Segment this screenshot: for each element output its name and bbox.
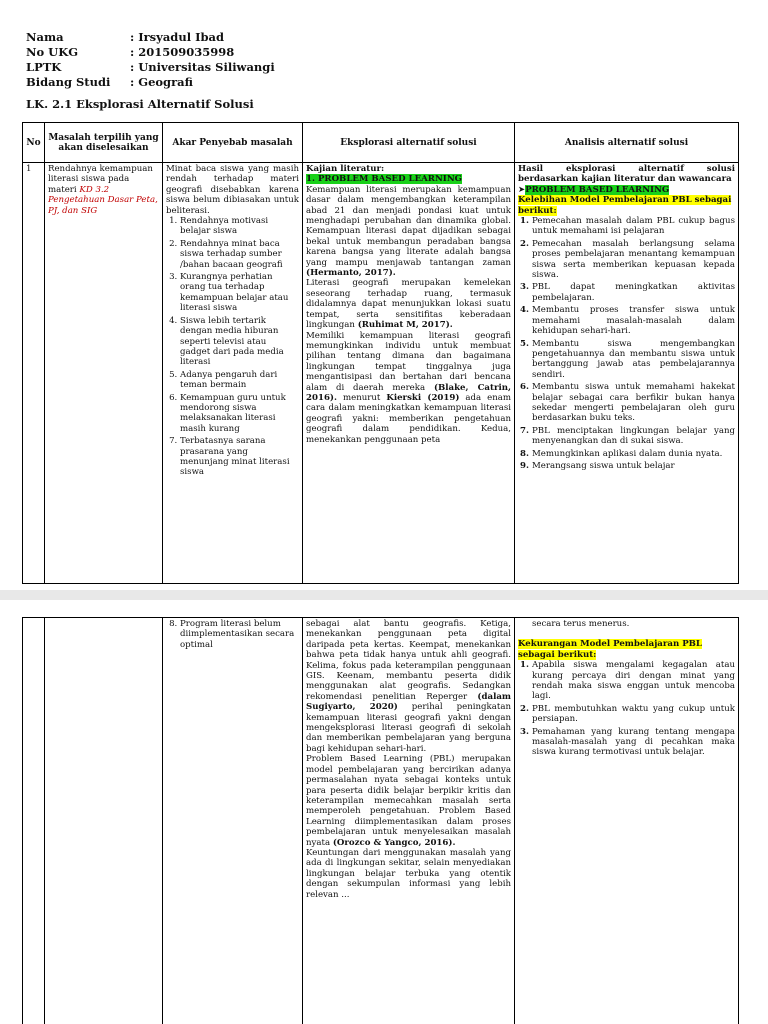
kekurangan-list: [518, 660, 735, 758]
paragraph-text: perihal peningkatan kemampuan literasi geografi yakni dengan mengeksplorasi literasi geografi di sekolah dan memberikan pembelajaran yang berguna bagi kehidupan sehari-hari.: [306, 702, 511, 754]
cell-analisis: [515, 618, 739, 1024]
identity-block: [26, 30, 275, 90]
list-item: 9. Merangsang siswa untuk belajar: [532, 461, 735, 471]
list-item: 8. Program literasi belum diimplementasikan secara optimal: [180, 619, 299, 650]
paragraph: [306, 619, 511, 754]
cell-akar: [163, 618, 303, 1024]
citation: (Hermanto, 2017).: [306, 268, 396, 279]
field-label: LPTK: [26, 60, 62, 74]
analisis-intro: Hasil eksplorasi alternatif solusi berdasarkan kajian literatur dan wawancara: [518, 164, 735, 185]
masalah-kd: KD 3.2 Pengetahuan Dasar Peta, PJ, dan SIG: [48, 184, 158, 216]
table-header-row: [23, 123, 739, 163]
cell-akar: [163, 163, 303, 584]
paragraph-text: Literasi geografi merupakan kemelekan seseorang terhadap ruang, termasuk didalamnya dapat menunjukkan lokasi suatu tempat, serta sensitifitas keberadaan lingkungan: [306, 278, 511, 331]
kekurangan-heading: Kekurangan Model Pembelajaran PBL sebagai berikut:: [518, 639, 702, 660]
citation: (Orozco & Yangco, 2016).: [332, 837, 456, 848]
solution-table: [22, 122, 739, 584]
field-label: No UKG: [26, 45, 79, 59]
kelebihan-list: [518, 216, 735, 471]
list-item: 7. PBL menciptakan lingkungan belajar yang menyenangkan dan di sukai siswa.: [532, 426, 735, 447]
akar-intro: Minat baca siswa yang masih rendah terhadap materi geografi disebabkan karena siswa belum dibiasakan untuk beliterasi.: [166, 164, 299, 216]
list-item: 5. Membantu siswa mengembangkan pengetahuannya dan membantu siswa untuk bertanggung jawab atas pembelajarannya sendiri.: [532, 339, 735, 381]
paragraph: [306, 185, 511, 279]
header-analisis: Analisis alternatif solusi: [515, 123, 739, 163]
table-row: [23, 618, 739, 1024]
paragraph: [306, 278, 511, 330]
worksheet-title: LK. 2.1 Eksplorasi Alternatif Solusi: [26, 97, 254, 111]
masalah-text: Rendahnya kemampuan literasi siswa pada materi: [48, 164, 153, 195]
identity-row-nama: [26, 30, 275, 45]
list-item: 2. PBL membutuhkan waktu yang cukup untuk persiapan.: [532, 704, 735, 725]
list-item: 6. Kemampuan guru untuk mendorong siswa melaksanakan literasi masih kurang: [180, 393, 299, 435]
field-value: : 201509035998: [130, 45, 235, 59]
header-masalah: Masalah terpilih yang akan diselesaikan: [45, 123, 163, 163]
list-item: 2. Pemecahan masalah berlangsung selama proses pembelajaran menantang kemampuan siswa serta memberikan kepuasan kepada siswa.: [532, 239, 735, 281]
paragraph: [306, 331, 511, 445]
list-item: 1. Apabila siswa mengalami kegagalan atau kurang percaya diri dengan minat yang rendah maka siswa enggan untuk mencoba lagi.: [532, 660, 735, 702]
list-item: 3. Kurangnya perhatian orang tua terhadap kemampuan belajar atau literasi siswa: [180, 272, 299, 314]
field-value: : Geografi: [130, 75, 193, 89]
list-item: 4. Siswa lebih tertarik dengan media hiburan seperti televisi atau gadget dari pada media literasi: [180, 316, 299, 368]
paragraph-text: Problem Based Learning (PBL) merupakan model pembelajaran yang bercirikan adanya permasalahan nyata sebagai konteks untuk para peserta didik belajar berpikir kritis dan keterampilan memecahkan masalah serta memperoleh pengetahuan. Problem Based Learning diimplementasikan dalam proses pembelajaran untuk menyelesaikan masalah nyata: [306, 754, 511, 848]
paragraph-text: Kemampuan literasi merupakan kemampuan dasar dalam mengembangkan keterampilan abad 21 dan menjadi pondasi kuat untuk menghadapi perubahan dan dinamika global. Kemampuan literasi dapat dijadikan sebagai bekal untuk membangun peradaban bangsa karena bangsa yang literate adalah bangsa yang mampu menjawab tantangan zaman: [306, 184, 511, 268]
header-eksplorasi: Eksplorasi alternatif solusi: [303, 123, 515, 163]
pbl-heading: 1. PROBLEM BASED LEARNING: [306, 174, 463, 185]
list-item: 6. Membantu siswa untuk memahami hakekat belajar sebagai cara berfikir bukan hanya sekedar mengerti pembelajaran oleh guru berdasarkan buku teks.: [532, 382, 735, 424]
analisis-pbl-heading: PROBLEM BASED LEARNING: [525, 184, 670, 195]
akar-list: [166, 216, 299, 478]
paragraph-text: Memiliki kemampuan literasi geografi memungkinkan individu untuk membuat pilihan tentang dimana dan bagaimana lingkungan tempat tinggalnya juga mengantisipasi dan bertahan dari bencana alam di daerah mereka: [306, 330, 511, 393]
header-no: No: [23, 123, 45, 163]
field-label: Bidang Studi: [26, 75, 111, 89]
list-item: 4. Membantu proses transfer siswa untuk memahami masalah-masalah dalam kehidupan sehari-hari.: [532, 305, 735, 336]
field-value: : Irsyadul Ibad: [130, 30, 224, 44]
paragraph: Keuntungan dari menggunakan masalah yang ada di lingkungan sekitar, selain menyediakan lingkungan belajar terbuka yang otentik dengan sekumpulan informasi yang lebih relevan ...: [306, 847, 511, 900]
list-item: 1. Rendahnya motivasi belajar siswa: [180, 216, 299, 237]
paragraph-text: ada enam cara dalam meningkatkan kemampuan literasi geografi yakni: memberikan pengetahuan geografi dalam pendidikan. Kedua, menekankan penggunaan peta: [306, 392, 511, 445]
cell-masalah: [45, 618, 163, 1024]
field-label: Nama: [26, 30, 64, 44]
document-page-2: [0, 600, 768, 1024]
list-item: 7. Terbatasnya sarana prasarana yang menunjang minat literasi siswa: [180, 436, 299, 478]
paragraph: [306, 754, 511, 848]
cell-no: 1: [23, 163, 45, 584]
citation: (Ruhimat M, 2017).: [357, 320, 453, 331]
paragraph-text: menurut: [342, 392, 381, 403]
table-row: [23, 163, 739, 584]
identity-row-ukg: [26, 45, 275, 60]
identity-row-lptk: [26, 60, 275, 75]
cell-no: [23, 618, 45, 1024]
akar-list: [166, 619, 299, 650]
cell-eksplorasi: [303, 163, 515, 584]
citation: (Blake, Catrin, 2016).: [306, 382, 511, 403]
citation: Kierski (2019): [386, 392, 460, 403]
header-akar: Akar Penyebab masalah: [163, 123, 303, 163]
kelebihan-heading: Kelebihan Model Pembelajaran PBL sebagai berikut:: [518, 195, 732, 216]
list-item: 2. Rendahnya minat baca siswa terhadap sumber /bahan bacaan geografi: [180, 239, 299, 270]
list-item: 1. Pemecahan masalah dalam PBL cukup bagus untuk memahami isi pelajaran: [532, 216, 735, 237]
field-value: : Universitas Siliwangi: [130, 60, 275, 74]
list-item: 3. PBL dapat meningkatkan aktivitas pembelajaran.: [532, 282, 735, 303]
list-item: 5. Adanya pengaruh dari teman bermain: [180, 370, 299, 391]
cell-masalah: [45, 163, 163, 584]
identity-row-bidang: [26, 75, 275, 90]
solution-table-continued: [22, 617, 739, 1024]
analisis-continued: secara terus menerus.: [532, 619, 630, 629]
paragraph-text: sebagai alat bantu geografis. Ketiga, menekankan penggunaan peta digital daripada peta kertas. Keempat, menekankan bahwa peta tidak hanya untuk ahli geografi. Kelima, fokus pada keterampilan penggunaan GIS. Keenam, membantu peserta didik menggunakan alat geografis. Sedangkan rekomendasi penelitian Reperger: [306, 619, 511, 702]
cell-eksplorasi: [303, 618, 515, 1024]
list-item: 8. Memungkinkan aplikasi dalam dunia nyata.: [532, 449, 735, 459]
list-item: 3. Pemahaman yang kurang tentang mengapa masalah-masalah yang di pecahkan maka siswa kurang termotivasi untuk belajar.: [532, 727, 735, 758]
kajian-label: Kajian literatur:: [306, 164, 385, 174]
citation: (dalam Sugiyarto, 2020): [306, 691, 511, 713]
cell-analisis: Hasil eksplorasi alternatif solusi berdasarkan kajian literatur dan wawancara ➤PROBLEM BASED LEARNING Kelebihan Model Pembelajaran PBL sebagai berikut: 1. Pemecahan masalah dalam PBL cukup bagus untuk memahami isi pelajaran 2. Pemecahan masalah berlangsung selama proses pembelajaran menantang kemampuan siswa serta memberikan kepuasan kepada siswa. 3. PBL dapat meningkatkan aktivitas pembelajaran. 4. Membantu proses transfer siswa untuk memahami masalah-masalah dalam kehidupan sehari-hari. 5. Membantu siswa mengembangkan pengetahuannya dan membantu siswa untuk bertanggung jawab atas pembelajarannya sendiri. 6. Membantu siswa untuk memahami hakekat belajar sebagai cara berfikir bukan hanya sekedar mengerti pembelajaran oleh guru berdasarkan buku teks. 7. PBL menciptakan lingkungan belajar yang menyenangkan dan di sukai siswa. 8. Memungkinkan aplikasi dalam dunia nyata. 9. Merangsang siswa untuk belajar: [515, 163, 739, 584]
